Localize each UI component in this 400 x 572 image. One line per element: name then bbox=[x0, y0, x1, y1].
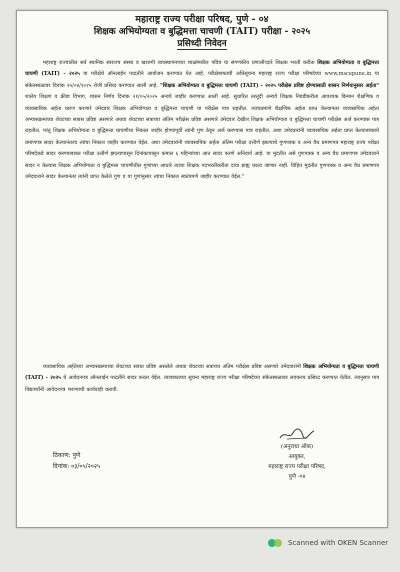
signature-mark bbox=[277, 426, 317, 442]
scanner-watermark bbox=[268, 538, 388, 548]
header-notice-title: प्रसिध्दी निवेदन bbox=[177, 39, 227, 49]
signature-name: (अनुराधा ओक) bbox=[280, 444, 314, 450]
scanner-watermark-text: Scanned with OKEN Scanner bbox=[288, 539, 389, 547]
body-paragraph-1: महाराष्ट्र राज्यातील सर्व स्थानिक स्वराज्य संस्था व खाजगी व्यवस्थापनाच्या शाळांमधील पवित्र या संगणकीय प्रणालीव्दारे शिक्षक भरती करीता शिक्षक अभियोग्यता व बुद्धिमत्ता चाचणी (TAIT) - २०२५ या परीक्षेचे ऑनलाईन पध्दतीने आयोजन करण्यात येत आहे. परीक्षेबाबतची अधिसूचना महाराष्ट्र राज्य परीक्षा परिषदेच्या www.mscepune.in या संकेतस्थळावर दिनांक २५/०४/२०२५ रोजी प्रसिध्द करण्यात आली आहे. "शिक्षक अभियोग्यता व बुद्धिमत्ता चाचणी (TAIT) - २०२५ परीक्षेस प्रविष्ट होण्यासाठी शासन निर्णयानुसार अर्हता" शालेय शिक्षण व क्रीडा विभाग, शासन निर्णय दिनांक २१/०५/२०२५ अन्वये जाहीर करण्यात आली आहे. सुधारित तरतूदी अन्वये शिक्षक निवडीकरीता आवश्यक किमान शैक्षणिक व व्यावसायिक अर्हता धारण करणारे उमेदवार शिक्षक अभियोग्यता व बुद्धिमत्ता चाचणी या परीक्षेस पात्र राहतील. त्याचप्रमाणे शैक्षणिक अर्हता प्राप्त केल्यानंतर व्यावसायिक अर्हता अभ्यासक्रमाच्या शेवटच्या सत्रास प्रविष्ट असणारे अथवा शेवटच्या सत्राच्या अंतिम परीक्षेस प्रविष्ट असणारे उमेदवार देखील शिक्षक अभियोग्यता व बुद्धिमत्ता चाचणी परीक्षेस अर्ज करण्यास पात्र राहतील. परंतु शिक्षक अभियोग्यता व बुद्धिमत्ता चाचणीचा निकाल जाहीर होण्यापूर्वी त्यांनी गुण ठेवून अर्ज करण्यास पात्र राहतील. अशा उमेदवारांनी व्यावसायिक अर्हता प्राप्त केल्याबाबतचे प्रमाणपत्र सादर केल्यानंतरच त्यांचा निकाल जाहीर करण्यात येईल. अशा उमेदवारांनी व्यावसायिक अर्हता अंतिम परीक्षा उत्तीर्ण झाल्याचे गुणपत्रक व अन्य वैध प्रमाणपत्र महाराष्ट्र राज्य परीक्षा परिषदेकडे सादर करण्याबाबत परीक्षा उत्तीर्ण झाल्यापासून दिनांकापासून कमाल ६ महिन्यांच्या आत सादर करणे अनिवार्य आहे. या मुदतीत असे गुणपत्रक व अन्य वैध प्रमाणपत्र उमेदवाराने सादर न केल्यास शिक्षक अभियोग्यता व बुद्धिमत्ता चाचणीतील गुणांच्या आधारे त्याचा शिक्षक पदभरतीकरीता दावा ग्राह्य धरला जाणार नाही. विहित मुदतीत गुणपत्रक व अन्य वैध प्रमाणपत्र उमेदवाराने सादर केल्यानंतर त्यांनी प्राप्त केलेले गुण व या गुणांनुसार त्यांचा निकाल स्वतंत्रपणे जाहीर करण्यात येईल." bbox=[25, 60, 379, 181]
date-label: दिनांक: ०३/०५/२०२५ bbox=[53, 463, 101, 470]
place-label: ठिकाण: पुणे bbox=[53, 452, 81, 459]
signature-title-2: महाराष्ट्र राज्य परीक्षा परिषद, bbox=[268, 464, 326, 470]
header-exam-title: शिक्षक अभियोग्यता व बुद्धिमत्ता चाचणी (TAIT) परीक्षा - २०२५ bbox=[93, 27, 311, 37]
place-date-block bbox=[53, 450, 100, 472]
scanner-logo-icon bbox=[268, 538, 283, 548]
signature-title-3: पुणे -०४ bbox=[288, 474, 306, 480]
body-paragraph-2: व्यावसायिक अर्हतेच्या अभ्यासक्रमाच्या शेवटच्या सत्रात प्रविष्ट असलेले अथवा शेवटच्या सत्राच्या अंतिम परीक्षेस प्रविष्ट असणारे उमेदवारांनी शिक्षक अभियोग्यता व बुद्धिमत्ता चाचणी (TAIT) - २०२५ चे आवेदनपत्र ऑनलाईन पध्दतीने सादर करता येईल. त्याबाबतच्या सूचना महाराष्ट्र राज्य परीक्षा परिषदेच्या संकेतस्थळावर लवकरच प्रसिध्द करण्यात येतील. त्यानुसार पात्र विद्यार्थ्यांनी आवेदनपत्र भरण्याची कार्यवाही करावी. bbox=[25, 364, 379, 393]
header-organization: महाराष्ट्र राज्य परीक्षा परिषद, पुणे - ०४ bbox=[135, 14, 269, 25]
signature-title-1: आयुक्त, bbox=[288, 454, 306, 460]
signature-block bbox=[237, 426, 357, 482]
document-header bbox=[25, 14, 379, 50]
document-page bbox=[16, 10, 388, 528]
